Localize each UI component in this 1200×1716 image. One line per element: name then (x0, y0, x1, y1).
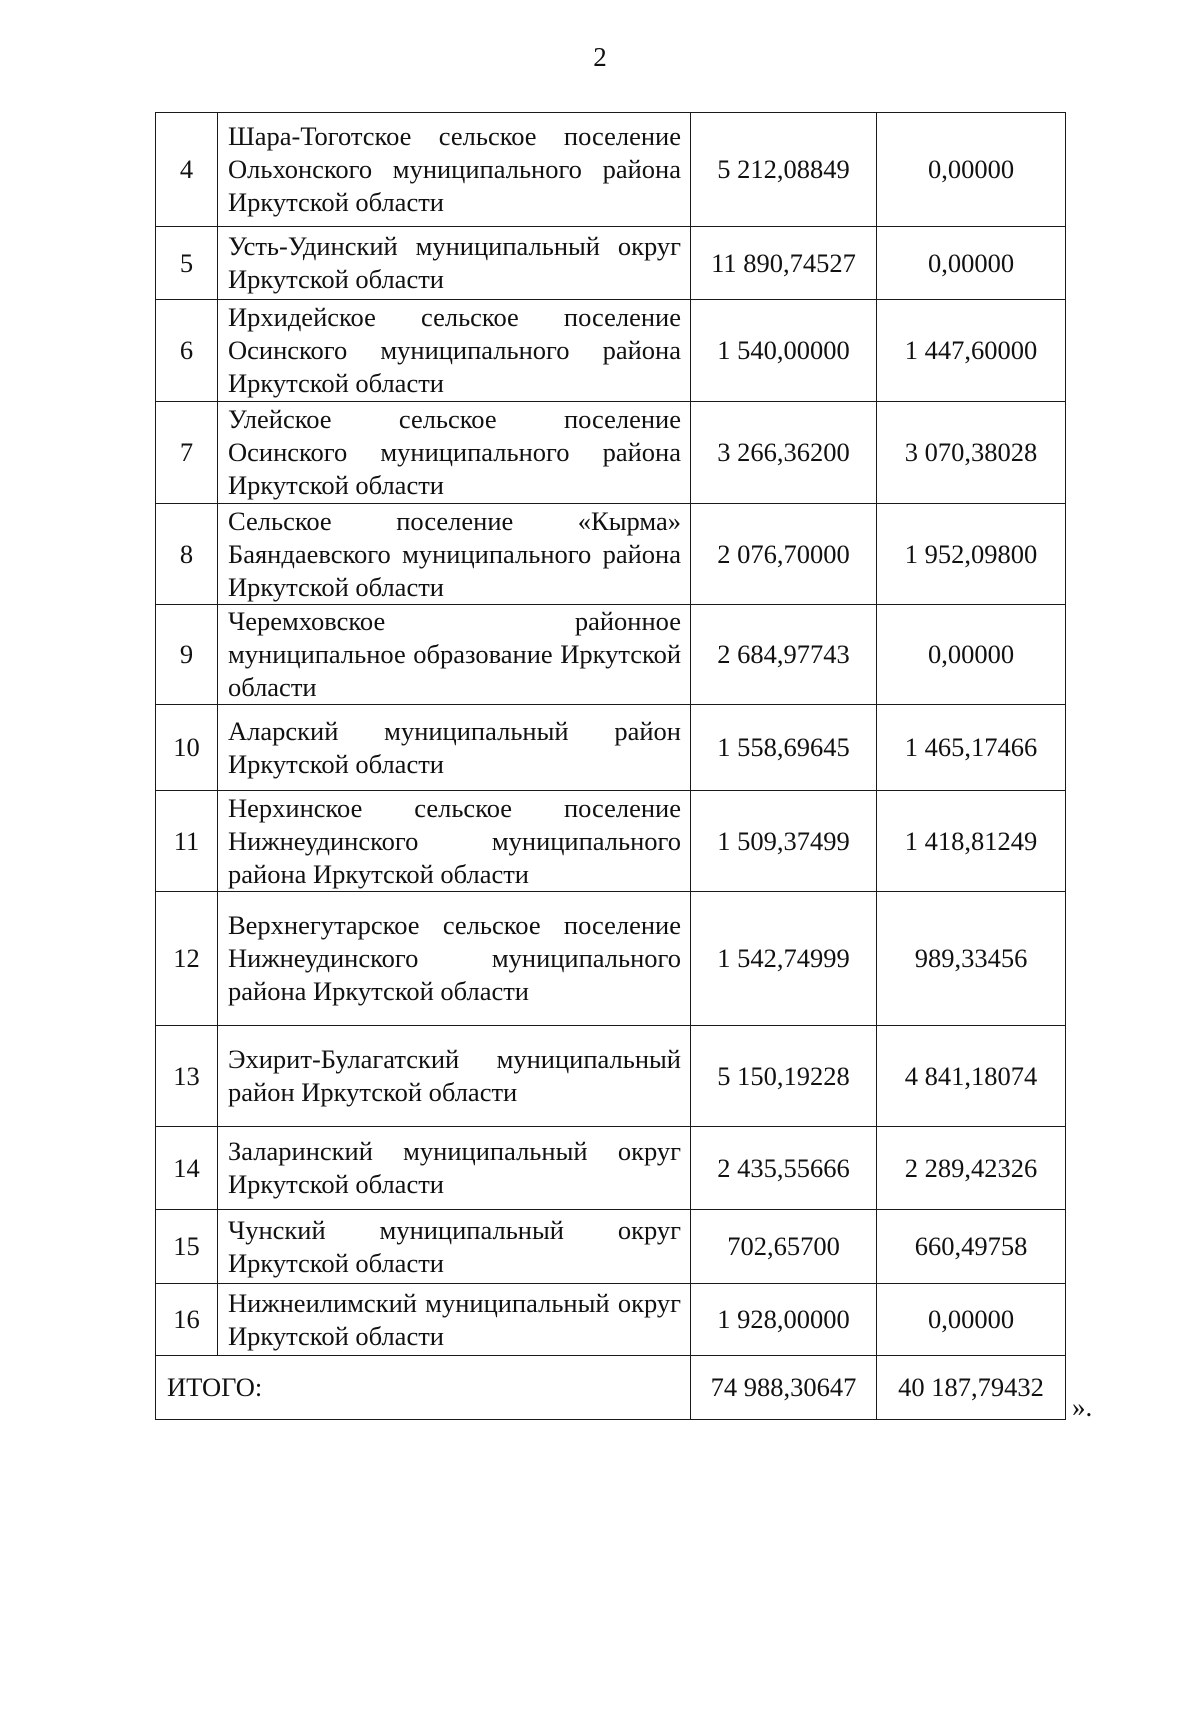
amount-1: 2 435,55666 (691, 1127, 877, 1210)
amount-1: 1 542,74999 (691, 892, 877, 1026)
table-row (156, 1284, 1066, 1356)
total-amount-1: 74 988,30647 (691, 1356, 877, 1420)
amount-1: 702,65700 (691, 1210, 877, 1284)
amount-2: 1 465,17466 (877, 705, 1066, 791)
table-row (156, 300, 1066, 402)
municipality-name: Ирхидейское сельское поселение Осинского муниципального района Иркутской области (218, 300, 691, 402)
total-row (156, 1356, 1066, 1420)
municipality-name: Сельское поселение «Кырма» Баяндаевского муниципального района Иркутской области (218, 504, 691, 605)
amount-2: 989,33456 (877, 892, 1066, 1026)
municipality-name: Улейское сельское поселение Осинского муниципального района Иркутской области (218, 402, 691, 504)
row-number: 6 (156, 300, 218, 402)
table-row (156, 1026, 1066, 1127)
amount-1: 1 558,69645 (691, 705, 877, 791)
municipality-name: Эхирит-Булагатский муниципальный район Иркутской области (218, 1026, 691, 1127)
table-row (156, 402, 1066, 504)
row-number: 14 (156, 1127, 218, 1210)
amount-2: 0,00000 (877, 113, 1066, 227)
amount-2: 0,00000 (877, 605, 1066, 705)
row-number: 13 (156, 1026, 218, 1127)
row-number: 10 (156, 705, 218, 791)
table-row (156, 705, 1066, 791)
row-number: 15 (156, 1210, 218, 1284)
amount-2: 1 952,09800 (877, 504, 1066, 605)
municipality-name: Чунский муниципальный округ Иркутской области (218, 1210, 691, 1284)
table-row (156, 227, 1066, 300)
municipality-name: Нижнеилимский муниципальный округ Иркутской области (218, 1284, 691, 1356)
municipality-name: Аларский муниципальный район Иркутской области (218, 705, 691, 791)
amount-1: 1 928,00000 (691, 1284, 877, 1356)
page-number: 2 (593, 42, 607, 72)
municipality-name: Заларинский муниципальный округ Иркутской области (218, 1127, 691, 1210)
total-amount-2: 40 187,79432 (877, 1356, 1066, 1420)
table-row (156, 1210, 1066, 1284)
amount-1: 1 540,00000 (691, 300, 877, 402)
row-number: 11 (156, 791, 218, 892)
municipality-name: Черемховское районное муниципальное образование Иркутской области (218, 605, 691, 705)
amount-1: 2 684,97743 (691, 605, 877, 705)
table-row (156, 1127, 1066, 1210)
row-number: 7 (156, 402, 218, 504)
amount-2: 3 070,38028 (877, 402, 1066, 504)
table-row (156, 791, 1066, 892)
amount-1: 5 150,19228 (691, 1026, 877, 1127)
municipality-name: Нерхинское сельское поселение Нижнеудинского муниципального района Иркутской области (218, 791, 691, 892)
amount-2: 2 289,42326 (877, 1127, 1066, 1210)
row-number: 8 (156, 504, 218, 605)
distribution-table (155, 112, 1066, 1420)
row-number: 4 (156, 113, 218, 227)
table-row (156, 504, 1066, 605)
table-row (156, 113, 1066, 227)
amount-1: 5 212,08849 (691, 113, 877, 227)
amount-2: 4 841,18074 (877, 1026, 1066, 1127)
amount-1: 3 266,36200 (691, 402, 877, 504)
amount-1: 11 890,74527 (691, 227, 877, 300)
amount-2: 1 447,60000 (877, 300, 1066, 402)
amount-2: 0,00000 (877, 227, 1066, 300)
amount-1: 1 509,37499 (691, 791, 877, 892)
row-number: 9 (156, 605, 218, 705)
amount-2: 0,00000 (877, 1284, 1066, 1356)
row-number: 12 (156, 892, 218, 1026)
municipality-name: Верхнегутарское сельское поселение Нижнеудинского муниципального района Иркутской области (218, 892, 691, 1026)
table-row (156, 892, 1066, 1026)
total-label: ИТОГО: (156, 1356, 691, 1420)
amount-1: 2 076,70000 (691, 504, 877, 605)
amount-2: 660,49758 (877, 1210, 1066, 1284)
municipality-name: Усть-Удинский муниципальный округ Иркутской области (218, 227, 691, 300)
row-number: 5 (156, 227, 218, 300)
table-body (156, 113, 1066, 1420)
municipality-name: Шара-Тоготское сельское поселение Ольхонского муниципального района Иркутской области (218, 113, 691, 227)
table-row (156, 605, 1066, 705)
row-number: 16 (156, 1284, 218, 1356)
closing-quote: ». (1072, 1392, 1093, 1422)
amount-2: 1 418,81249 (877, 791, 1066, 892)
